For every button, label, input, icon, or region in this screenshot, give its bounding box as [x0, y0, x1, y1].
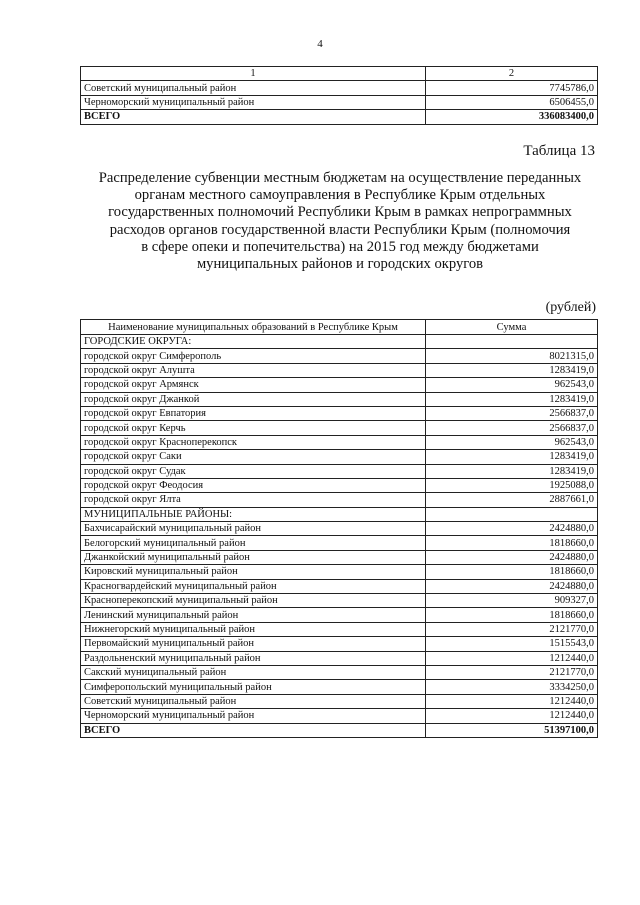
empty-cell — [426, 507, 598, 521]
municipality-name: городской округ Евпатория — [81, 406, 426, 420]
amount: 962543,0 — [426, 378, 598, 392]
municipality-name: Первомайский муниципальный район — [81, 637, 426, 651]
heading-line: органам местного самоуправления в Республике Крым отдельных — [134, 187, 546, 204]
total-amount: 336083400,0 — [426, 110, 598, 124]
amount: 2424880,0 — [426, 522, 598, 536]
municipality-name: Ленинский муниципальный район — [81, 608, 426, 622]
table-row — [81, 622, 598, 636]
table-row — [81, 349, 598, 363]
heading-line: в сфере опеки и попечительства) на 2015 год между бюджетами — [141, 238, 539, 255]
continued-table — [80, 66, 598, 125]
amount: 2566837,0 — [426, 421, 598, 435]
heading-line: государственных полномочий Республики Крым в рамках непрограммных — [108, 204, 572, 221]
municipality-name: Нижнегорский муниципальный район — [81, 622, 426, 636]
municipality-name: Советский муниципальный район — [81, 694, 426, 708]
table-row — [81, 95, 598, 109]
table-heading — [80, 170, 600, 273]
municipality-name: Раздольненский муниципальный район — [81, 651, 426, 665]
section-title-urban: ГОРОДСКИЕ ОКРУГА: — [81, 335, 426, 349]
table-label: Таблица 13 — [523, 143, 595, 159]
column-header-name: Наименование муниципальных образований в Республике Крым — [81, 320, 426, 335]
municipality-name: Красногвардейский муниципальный район — [81, 579, 426, 593]
amount: 1283419,0 — [426, 450, 598, 464]
amount: 2121770,0 — [426, 665, 598, 679]
amount: 1283419,0 — [426, 464, 598, 478]
heading-line: расходов органов государственной власти Республики Крым (полномочия — [109, 221, 571, 238]
table-row — [81, 493, 598, 507]
column-number-1: 1 — [81, 67, 426, 81]
amount: 909327,0 — [426, 594, 598, 608]
municipality-name: Симферопольский муниципальный район — [81, 680, 426, 694]
municipality-name: Черноморский муниципальный район — [81, 95, 426, 109]
municipality-name: городской округ Ялта — [81, 493, 426, 507]
total-row — [81, 723, 598, 737]
amount: 1212440,0 — [426, 709, 598, 723]
table-row — [81, 565, 598, 579]
total-label: ВСЕГО — [81, 723, 426, 737]
municipality-name: городской округ Феодосия — [81, 478, 426, 492]
total-label: ВСЕГО — [81, 110, 426, 124]
table-row — [81, 435, 598, 449]
column-number-2: 2 — [426, 67, 598, 81]
municipality-name: Черноморский муниципальный район — [81, 709, 426, 723]
continued-table-body — [81, 67, 598, 125]
municipality-name: городской округ Симферополь — [81, 349, 426, 363]
table-row — [81, 421, 598, 435]
amount: 1515543,0 — [426, 637, 598, 651]
amount: 1818660,0 — [426, 536, 598, 550]
section-row — [81, 335, 598, 349]
table-row — [81, 478, 598, 492]
amount: 1283419,0 — [426, 363, 598, 377]
table-row — [81, 680, 598, 694]
table-row — [81, 378, 598, 392]
municipality-name: городской округ Армянск — [81, 378, 426, 392]
table-row — [81, 81, 598, 95]
distribution-table — [80, 319, 598, 738]
municipality-name: Бахчисарайский муниципальный район — [81, 522, 426, 536]
distribution-table-body — [81, 320, 598, 738]
table-row — [81, 363, 598, 377]
municipality-name: Белогорский муниципальный район — [81, 536, 426, 550]
amount: 1818660,0 — [426, 608, 598, 622]
table-row — [81, 464, 598, 478]
amount: 1212440,0 — [426, 694, 598, 708]
amount: 6506455,0 — [426, 95, 598, 109]
table-row — [81, 608, 598, 622]
heading-line: Распределение субвенции местным бюджетам на осуществление переданных — [98, 170, 582, 186]
municipality-name: городской округ Красноперекопск — [81, 435, 426, 449]
table-row — [81, 450, 598, 464]
municipality-name: Джанкойский муниципальный район — [81, 550, 426, 564]
amount: 1283419,0 — [426, 392, 598, 406]
units-label: (рублей) — [545, 300, 596, 315]
table-row — [81, 522, 598, 536]
table-row — [81, 536, 598, 550]
municipality-name: городской округ Алушта — [81, 363, 426, 377]
page-number: 4 — [317, 38, 323, 50]
table-row — [81, 579, 598, 593]
amount: 2424880,0 — [426, 550, 598, 564]
municipality-name: городской округ Керчь — [81, 421, 426, 435]
amount: 1925088,0 — [426, 478, 598, 492]
amount: 962543,0 — [426, 435, 598, 449]
amount: 8021315,0 — [426, 349, 598, 363]
amount: 2887661,0 — [426, 493, 598, 507]
table-row — [81, 406, 598, 420]
table-row — [81, 694, 598, 708]
table-row — [81, 651, 598, 665]
table-row — [81, 392, 598, 406]
amount: 2566837,0 — [426, 406, 598, 420]
table-row — [81, 550, 598, 564]
amount: 3334250,0 — [426, 680, 598, 694]
table-row — [81, 665, 598, 679]
total-row — [81, 110, 598, 124]
municipality-name: городской округ Саки — [81, 450, 426, 464]
municipality-name: Красноперекопский муниципальный район — [81, 594, 426, 608]
municipality-name: городской округ Джанкой — [81, 392, 426, 406]
table-header-row — [81, 320, 598, 335]
empty-cell — [426, 335, 598, 349]
amount: 7745786,0 — [426, 81, 598, 95]
municipality-name: Сакский муниципальный район — [81, 665, 426, 679]
amount: 2424880,0 — [426, 579, 598, 593]
table-header-row — [81, 67, 598, 81]
table-row — [81, 709, 598, 723]
section-title-districts: МУНИЦИПАЛЬНЫЕ РАЙОНЫ: — [81, 507, 426, 521]
table-row — [81, 637, 598, 651]
amount: 1212440,0 — [426, 651, 598, 665]
municipality-name: Советский муниципальный район — [81, 81, 426, 95]
table-row — [81, 594, 598, 608]
municipality-name: городской округ Судак — [81, 464, 426, 478]
municipality-name: Кировский муниципальный район — [81, 565, 426, 579]
heading-line: муниципальных районов и городских округов — [196, 256, 484, 273]
total-amount: 51397100,0 — [426, 723, 598, 737]
amount: 2121770,0 — [426, 622, 598, 636]
section-row — [81, 507, 598, 521]
column-header-sum: Сумма — [426, 320, 598, 335]
amount: 1818660,0 — [426, 565, 598, 579]
